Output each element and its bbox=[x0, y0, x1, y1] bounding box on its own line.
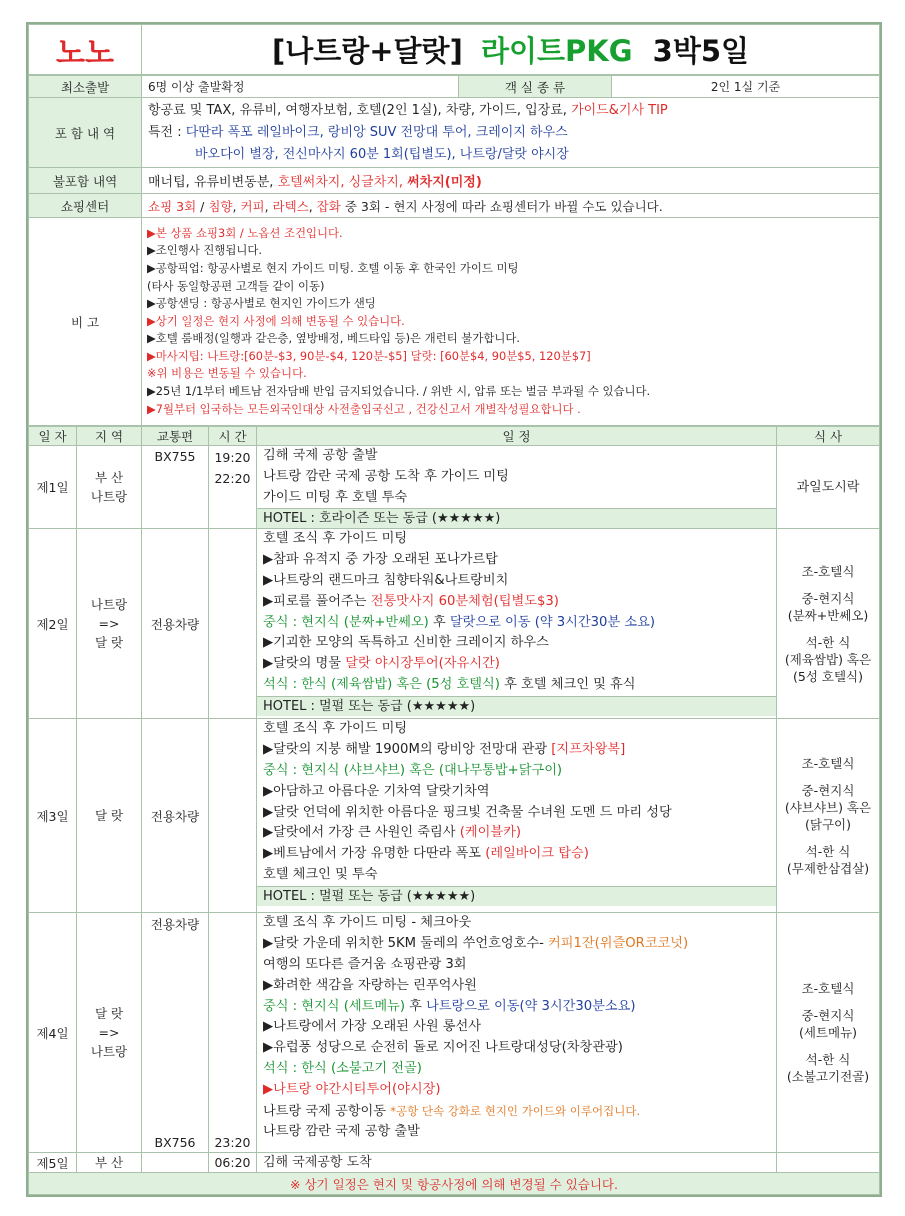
title-table bbox=[28, 24, 880, 75]
included-label: 포 함 내 역 bbox=[29, 98, 142, 168]
col-itinerary: 일 정 bbox=[257, 427, 777, 446]
day-row bbox=[29, 913, 880, 1153]
meal-line bbox=[777, 1041, 879, 1051]
transport-cell bbox=[142, 1153, 209, 1173]
transport-cell: BX755 bbox=[142, 446, 209, 529]
meal-line: (제육쌈밥) 혹은 bbox=[784, 651, 872, 667]
region-line: 나트랑 bbox=[90, 489, 128, 505]
itinerary-line: ▶달랏 가운데 위치한 5KM 둘레의 쑤언흐엉호수- 커피1잔(위즐OR코코넛) bbox=[263, 936, 689, 952]
itinerary-line: 중식 : 현지식 (분짜+반쎄오) 후 달랏으로 이동 (약 3시간30분 소요) bbox=[263, 614, 655, 630]
included-content bbox=[142, 98, 880, 168]
day-label: 제4일 bbox=[29, 913, 77, 1153]
time-cell bbox=[209, 529, 257, 719]
meal-line: (5성 호텔식) bbox=[793, 668, 863, 684]
itinerary-line: ▶달랏 언덕에 위치한 아름다운 핑크빛 건축물 수녀원 도멘 드 마리 성당 bbox=[263, 804, 672, 820]
itinerary-cell bbox=[257, 913, 777, 1153]
itinerary-line: ▶화려한 색감을 자랑하는 린푸억사원 bbox=[263, 977, 477, 993]
col-region: 지 역 bbox=[77, 427, 142, 446]
region-cell bbox=[77, 913, 142, 1153]
meal-cell bbox=[777, 529, 880, 719]
time-cell bbox=[209, 719, 257, 913]
brand-cell bbox=[29, 25, 142, 75]
itinerary-line: ▶달랏의 지붕 해발 1900M의 랑비앙 전망대 관광 [지프차왕복] bbox=[263, 742, 626, 758]
included-line-1: 항공료 및 TAX, 유류비, 여행자보험, 호텔(2인 1실), 차량, 가이드, 입장료, 가이드&기사 TIP bbox=[148, 102, 668, 118]
itinerary-line: 호텔 조식 후 가이드 미팅 bbox=[263, 531, 408, 547]
meal-line: 석-한 식 bbox=[805, 1052, 851, 1068]
itinerary-cell bbox=[257, 719, 777, 913]
remark-line: (타사 동일항공편 고객들 같이 이동) bbox=[147, 278, 325, 293]
itinerary-line: 가이드 미팅 후 호텔 투숙 bbox=[263, 489, 408, 505]
meal-line: (소불고기전골) bbox=[786, 1069, 870, 1085]
meal-line: (세트메뉴) bbox=[798, 1025, 858, 1041]
remark-line: ▶상기 일정은 현지 사정에 의해 변동될 수 있습니다. bbox=[147, 313, 405, 328]
meal-cell bbox=[777, 913, 880, 1153]
itinerary-line: 나트랑 깜란 국제 공항 도착 후 가이드 미팅 bbox=[263, 468, 509, 484]
region-cell bbox=[77, 446, 142, 529]
region-line: 부 산 bbox=[94, 1155, 124, 1171]
transport-cell: 전용차량 bbox=[142, 529, 209, 719]
itinerary-line: 중식 : 현지식 (세트메뉴) 후 나트랑으로 이동(약 3시간30분소요) bbox=[263, 998, 636, 1014]
region-line: 나트랑 bbox=[90, 1044, 128, 1060]
remark-line: ▶7월부터 입국하는 모든외국인대상 사전출입국신고 , 건강신고서 개별작성필요합니다 . bbox=[147, 401, 581, 416]
meal-line bbox=[777, 772, 879, 782]
time-value: 22:20 bbox=[214, 471, 251, 486]
shopping-content: 쇼핑 3회 / 침향, 커피, 라텍스, 잡화 중 3회 - 현지 사정에 따라 쇼핑센터가 바뀔 수도 있습니다. bbox=[142, 194, 880, 218]
meal-line: 조-호텔식 bbox=[801, 981, 855, 997]
remarks-label: 비 고 bbox=[29, 218, 142, 426]
time-value: 19:20 bbox=[214, 450, 251, 465]
shopping-label: 쇼핑센터 bbox=[29, 194, 142, 218]
itinerary-line: 호텔 체크인 및 투숙 bbox=[263, 866, 378, 882]
transport-bottom: BX756 bbox=[154, 1135, 196, 1151]
hotel-line: HOTEL : 멀펄 또는 동급 (★★★★★) bbox=[257, 696, 776, 716]
itinerary-line: 여행의 또다른 즐거움 쇼핑관광 3회 bbox=[263, 956, 467, 972]
itinerary-line: 김해 국제 공항 출발 bbox=[263, 448, 378, 463]
meal-cell bbox=[777, 719, 880, 913]
day-row bbox=[29, 1153, 880, 1173]
time-cell: 06:20 bbox=[209, 1153, 257, 1173]
meal-cell bbox=[777, 446, 880, 529]
itinerary-line: ▶달랏에서 가장 큰 사원인 죽림사 (케이블카) bbox=[263, 825, 521, 841]
meal-line: (닭구이) bbox=[805, 816, 851, 832]
remark-line: ※위 비용은 변동될 수 있습니다. bbox=[147, 366, 307, 381]
itinerary-line: ▶베트남에서 가장 유명한 다딴라 폭포 (레일바이크 탑승) bbox=[263, 846, 589, 862]
region-line: => bbox=[98, 616, 120, 632]
day-row bbox=[29, 719, 880, 913]
hotel-line: HOTEL : 멀펄 또는 동급 (★★★★★) bbox=[257, 886, 776, 906]
time-bottom: 23:20 bbox=[214, 1135, 251, 1151]
day-row bbox=[29, 529, 880, 719]
remark-line: ▶조인행사 진행됩니다. bbox=[147, 243, 263, 258]
time-cell bbox=[209, 446, 257, 529]
meal-line: (샤브샤브) 혹은 bbox=[784, 799, 872, 815]
schedule-table bbox=[28, 426, 880, 1195]
excluded-content: 매너팁, 유류비변동분, 호텔써차지, 싱글차지, 써차지(미정) bbox=[142, 168, 880, 194]
remark-line: ▶공항샌딩 : 항공사별로 현지인 가이드가 샌딩 bbox=[147, 296, 376, 311]
col-time: 시 간 bbox=[209, 427, 257, 446]
title-cell bbox=[142, 25, 880, 75]
itinerary-line: ▶피로를 풀어주는 전통맛사지 60분체험(팁별도$3) bbox=[263, 593, 559, 609]
itinerary-line: ▶참파 유적지 중 가장 오래된 포나가르탑 bbox=[263, 552, 498, 568]
meal-line bbox=[777, 580, 879, 590]
itinerary-line: ▶나트랑 야간시티투어(야시장) bbox=[263, 1081, 441, 1097]
col-transport: 교통편 bbox=[142, 427, 209, 446]
col-meals: 식 사 bbox=[777, 427, 880, 446]
remark-line: ▶25년 1/1부터 베트남 전자담배 반입 금지되었습니다. / 위반 시, 압류 또는 벌금 부과될 수 있습니다. bbox=[147, 384, 651, 399]
meal-line: 조-호텔식 bbox=[801, 755, 855, 771]
region-cell bbox=[77, 1153, 142, 1173]
itinerary-line: ▶아담하고 아름다운 기차역 달랏기차역 bbox=[263, 783, 490, 799]
itinerary-sheet bbox=[26, 22, 882, 1197]
remark-line: ▶마사지팁: 나트랑:[60분-$3, 90분-$4, 120분-$5] 달랏: [60분$4, 90분$5, 120분$7] bbox=[147, 348, 591, 363]
title-duration: 3박5일 bbox=[652, 34, 750, 68]
itinerary-line: 석식 : 한식 (소불고기 전골) bbox=[263, 1060, 422, 1076]
meal-line: 중-현지식 bbox=[801, 590, 855, 606]
remark-line: ▶공항픽업: 항공사별로 현지 가이드 미팅. 호텔 이동 후 한국인 가이드 미팅 bbox=[147, 260, 519, 275]
meal-line: 중-현지식 bbox=[801, 782, 855, 798]
itinerary-line: ▶유럽풍 성당으로 순전히 돌로 지어진 나트랑대성당(차창관광) bbox=[263, 1040, 623, 1056]
meal-line: (분짜+반쎄오) bbox=[787, 607, 869, 623]
room-type-value: 2인 1실 기준 bbox=[612, 76, 880, 98]
meal-line: 과일도시락 bbox=[796, 479, 860, 495]
col-day: 일 자 bbox=[29, 427, 77, 446]
remark-line: ▶호텔 룸배정(일행과 같은층, 옆방배정, 베드타입 등)은 개런티 불가합니다. bbox=[147, 331, 520, 346]
region-line: 달 랏 bbox=[94, 808, 124, 824]
itinerary-line: 석식 : 한식 (제육쌈밥) 혹은 (5성 호텔식) 후 호텔 체크인 및 휴식 bbox=[263, 676, 636, 692]
transport-cell bbox=[142, 913, 209, 1153]
min-departure-value: 6명 이상 출발확정 bbox=[142, 76, 459, 98]
itinerary-line: 김해 국제공항 도착 bbox=[257, 1153, 777, 1173]
meal-line bbox=[777, 624, 879, 634]
day-label: 제3일 bbox=[29, 719, 77, 913]
excluded-label: 불포함 내역 bbox=[29, 168, 142, 194]
meal-line: (무제한삼겹살) bbox=[786, 860, 870, 876]
day-row bbox=[29, 446, 880, 529]
itinerary-line: ▶나트랑에서 가장 오래된 사원 롱선사 bbox=[263, 1019, 481, 1035]
itinerary-line: 나트랑 국제 공항이동 *공항 단속 강화로 현지인 가이드와 이루어집니다. bbox=[263, 1103, 641, 1119]
meal-line: 석-한 식 bbox=[805, 843, 851, 859]
itinerary-cell bbox=[257, 446, 777, 529]
footer-note: ※ 상기 일정은 현지 및 항공사정에 의해 변경될 수 있습니다. bbox=[29, 1173, 880, 1195]
region-line: 나트랑 bbox=[90, 597, 128, 613]
included-line-3: 바오다이 별장, 전신마사지 60분 1회(팁별도), 나트랑/달랏 야시장 bbox=[195, 146, 569, 162]
region-line: 부 산 bbox=[94, 470, 124, 486]
itinerary-line: ▶달랏의 명물 달랏 야시장투어(자유시간) bbox=[263, 656, 500, 672]
transport-cell: 전용차량 bbox=[142, 719, 209, 913]
region-line: 달 랏 bbox=[94, 1006, 124, 1022]
remark-line: ▶본 상품 쇼핑3회 / 노옵션 조건입니다. bbox=[147, 225, 343, 240]
meal-line bbox=[777, 997, 879, 1007]
summary-table bbox=[28, 75, 880, 426]
itinerary-line: 호텔 조식 후 가이드 미팅 bbox=[263, 721, 408, 737]
remarks-content bbox=[142, 218, 880, 426]
region-line: => bbox=[98, 1025, 120, 1041]
meal-line bbox=[777, 833, 879, 843]
meal-line: 중-현지식 bbox=[801, 1008, 855, 1024]
day-label: 제5일 bbox=[29, 1153, 77, 1173]
title-pkg: 라이트PKG bbox=[480, 34, 633, 68]
room-type-label: 객 실 종 류 bbox=[459, 76, 612, 98]
region-cell bbox=[77, 529, 142, 719]
itinerary-cell bbox=[257, 529, 777, 719]
meal-line: 조-호텔식 bbox=[801, 563, 855, 579]
itinerary-line: ▶나트랑의 랜드마크 침향타워&나트랑비치 bbox=[263, 572, 509, 588]
time-cell bbox=[209, 913, 257, 1153]
region-line: 달 랏 bbox=[94, 635, 124, 651]
meal-line: 석-한 식 bbox=[805, 634, 851, 650]
day-label: 제2일 bbox=[29, 529, 77, 719]
region-cell bbox=[77, 719, 142, 913]
meal-cell bbox=[777, 1153, 880, 1173]
included-line-2: 특전 : 다딴라 폭포 레일바이크, 랑비앙 SUV 전망대 투어, 크레이지 하우스 bbox=[148, 124, 568, 140]
day-label: 제1일 bbox=[29, 446, 77, 529]
brand-logo: 노노 bbox=[56, 35, 114, 71]
min-departure-label: 최소출발 bbox=[29, 76, 142, 98]
itinerary-line: ▶기괴한 모양의 독특하고 신비한 크레이지 하우스 bbox=[263, 635, 549, 651]
transport-top: 전용차량 bbox=[150, 917, 200, 933]
itinerary-line: 나트랑 깜란 국제 공항 출발 bbox=[263, 1124, 420, 1140]
title-main: [나트랑+달랏] bbox=[271, 34, 463, 68]
itinerary-line: 중식 : 현지식 (샤브샤브) 혹은 (대나무통밥+닭구이) bbox=[263, 762, 563, 778]
hotel-line: HOTEL : 호라이즌 또는 동급 (★★★★★) bbox=[257, 508, 776, 528]
itinerary-line: 호텔 조식 후 가이드 미팅 - 체크아웃 bbox=[263, 915, 472, 931]
